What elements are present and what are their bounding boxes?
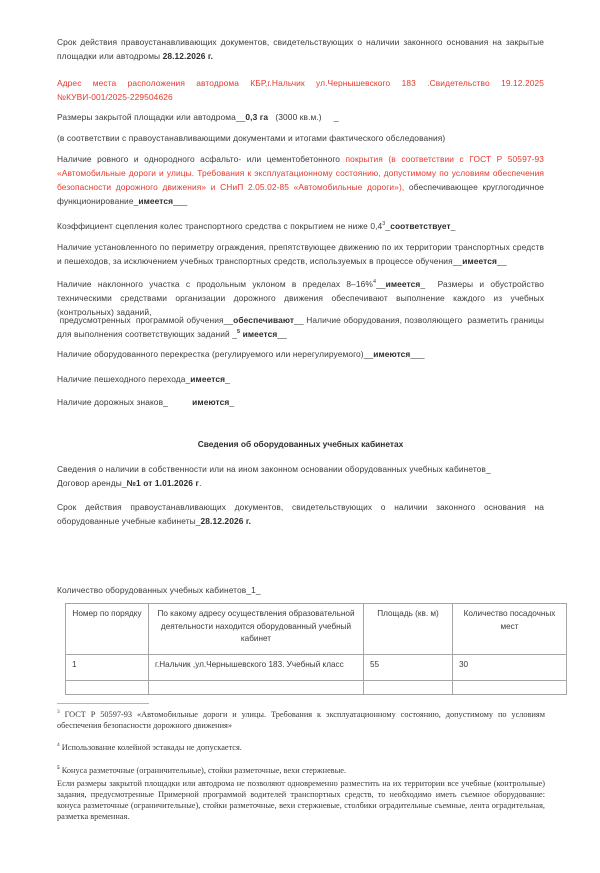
- text-run: Срок действия правоустанавливающих документов, свидетельствующих о наличии законного основания на оборудованные учебные кабинеты_: [57, 502, 544, 526]
- text-run: Наличие оборудованного перекрестка (регулируемого или нерегулируемого)__: [57, 349, 374, 359]
- paragraph-fence: [57, 240, 544, 268]
- footnote-4: [57, 742, 545, 753]
- footnote-marker: 4: [57, 742, 60, 749]
- bold-text-run: обеспечивают: [233, 315, 295, 325]
- text-run: [168, 397, 192, 407]
- bold-text-run: имеются: [373, 349, 411, 359]
- text-run: Наличие дорожных знаков_: [57, 397, 168, 407]
- footnote-marker: 3: [57, 709, 60, 716]
- text-run: __: [277, 329, 287, 339]
- paragraph-surface: [57, 152, 544, 208]
- footnote-5: [57, 765, 545, 776]
- table-row: [66, 655, 567, 681]
- table-header-row: [66, 604, 567, 655]
- text-run: _: [450, 221, 456, 231]
- text-run: Наличие установленного по периметру ограждения, препятствующее движению по их территории транспортных средств и пешеходов, за исключением учебных транспортных средств, используемых в процессе обучения__: [57, 242, 544, 266]
- footnote-note: Если размеры закрытой площадки или автодрома не позволяют одновременно разместить на их территории все учебные (контрольные) задания, предусмотренные Примерной программой водителей транспортных средств, то необходимо иметь съемное оборудование: конуса разметочные (ограничительные), стойки разметочные, вехи стержневые, столбики оградительные съемные, лента оградительная, разметка временная.: [57, 779, 545, 821]
- text-run: обеспечивающее круглогодичное функционирование_: [57, 182, 545, 206]
- paragraph-road-signs: [57, 395, 544, 409]
- footnote-3: [57, 709, 545, 731]
- table-cell-seats: [453, 681, 567, 695]
- text-run: (3000 кв.м.) _: [268, 112, 339, 122]
- text-run: Наличие пешеходного перехода_: [57, 374, 191, 384]
- bold-text-run: соответствует: [390, 221, 451, 231]
- table-row-empty: [66, 681, 567, 695]
- text-run: ___: [410, 349, 425, 359]
- bold-text-run: 5: [237, 329, 241, 336]
- table-header-seats: Количество посадочных мест: [453, 604, 567, 655]
- bold-text-run: имеются: [192, 397, 230, 407]
- bold-text-run: имеется: [385, 279, 421, 289]
- table-cell-address: г.Нальчик ,ул.Чернышевского 183. Учебный класс: [149, 655, 364, 681]
- footnote-marker: 5: [57, 765, 60, 772]
- table-cell-seats: 30: [453, 655, 567, 681]
- text-run: __ Наличие оборудования, позволяющего разметить границы для выполнения соответствующих заданий _: [57, 315, 544, 339]
- cabinets-table: [65, 603, 567, 695]
- footnote-text: Использование колейной эстакады не допускается.: [61, 743, 242, 752]
- text-run: .: [199, 478, 202, 488]
- text-run: Количество оборудованных учебных кабинетов_1_: [57, 585, 261, 595]
- bold-text-run: имеется: [190, 374, 226, 384]
- paragraph-friction: [57, 219, 544, 233]
- text-run: Сведения о наличии в собственности или на ином законном основании оборудованных учебных кабинетов_: [57, 464, 491, 474]
- text-run: __: [497, 256, 507, 266]
- table-header-number: Номер по порядку: [66, 604, 149, 655]
- text-run: 4: [372, 279, 377, 286]
- table-header-address: По какому адресу осуществления образовательной деятельности находится оборудованный учебный кабинет: [149, 604, 364, 655]
- text-run: _ Размеры и обустройство техническими средствами организации дорожного движения обеспечивают выполнение каждого из учебных (контрольных) заданий,: [57, 279, 544, 317]
- bold-text-run: имеется: [242, 329, 278, 339]
- text-run: Договор аренды_: [57, 478, 127, 488]
- text-run: _: [385, 221, 391, 231]
- text-run: (в соответствии с правоустанавливающими документами и итогами фактического обследования): [57, 133, 446, 143]
- bold-text-run: 28.12.2026 г.: [162, 51, 214, 61]
- paragraph-crosswalk: [57, 372, 544, 386]
- paragraph-area-note: [57, 131, 544, 145]
- text-run: __: [376, 279, 386, 289]
- table-header-area: Площадь (кв. м): [364, 604, 453, 655]
- table-cell-area: 55: [364, 655, 453, 681]
- red-text-run: покрытия (в соответствии с ГОСТ Р 50597-93 «Автомобильные дороги и улицы. Требования к эксплуатационному состоянию, допустимому по условиям обеспечения безопасности дорожного движения» и СНиП 2.05.02-85 «Автомобильные дороги»),: [57, 154, 544, 192]
- bold-text-run: №1 от 1.01.2026 г: [126, 478, 200, 488]
- paragraph-area-size: [57, 110, 544, 124]
- text-run: Размеры закрытой площадки или автодрома__: [57, 112, 246, 122]
- paragraph-autodrome-address: [57, 76, 544, 104]
- text-run: _: [229, 397, 235, 407]
- bold-text-run: 0,3 га: [245, 112, 269, 122]
- footnote-text: Конуса разметочные (ограничительные), стойки разметочные, вехи стержневые.: [61, 766, 347, 775]
- text-run: 3: [382, 221, 386, 228]
- text-run: Срок действия правоустанавливающих документов, свидетельствующих о наличии законного основания на закрытые площадки или автодромы: [57, 37, 544, 61]
- table-cell-number: 1: [66, 655, 149, 681]
- bold-text-run: 28.12.2026 г.: [200, 516, 252, 526]
- text-run: Наличие наклонного участка с продольным уклоном в пределах 8–16%: [57, 279, 373, 289]
- paragraph-cabinets-ownership: [57, 462, 544, 490]
- bold-text-run: имеется: [138, 196, 174, 206]
- text-run: Наличие ровного и однородного асфальто- или цементобетонного: [57, 154, 346, 164]
- text-run: ___: [173, 196, 188, 206]
- text-run: _: [225, 374, 230, 384]
- paragraph-crossroad: [57, 347, 544, 361]
- red-text-run: Адрес места расположения автодрома КБР,г.Нальчик ул.Чернышевского 183 .Свидетельство 19.12.2025 №КУВИ-001/2025-229504626: [57, 78, 544, 102]
- footnote-text: ГОСТ Р 50597-93 «Автомобильные дороги и улицы. Требования к эксплуатационному состоянию, допустимому по условиям обеспечения безопасности дорожного движения»: [57, 710, 545, 730]
- section-heading-cabinets: Сведения об оборудованных учебных кабинетах: [197, 439, 404, 449]
- paragraph-cabinets-term: [57, 500, 544, 528]
- paragraph-program: [57, 313, 544, 341]
- paragraph-autodrome-term: [57, 35, 544, 63]
- text-run: Коэффициент сцепления колес транспортного средства с покрытием не ниже 0,4: [57, 221, 383, 231]
- paragraph-cabinets-count: [57, 583, 544, 597]
- text-run: предусмотренных программой обучения__: [57, 315, 234, 325]
- table-cell-address: [149, 681, 364, 695]
- footnote-separator: [57, 703, 149, 704]
- table-cell-area: [364, 681, 453, 695]
- bold-text-run: имеется: [462, 256, 498, 266]
- table-cell-number: [66, 681, 149, 695]
